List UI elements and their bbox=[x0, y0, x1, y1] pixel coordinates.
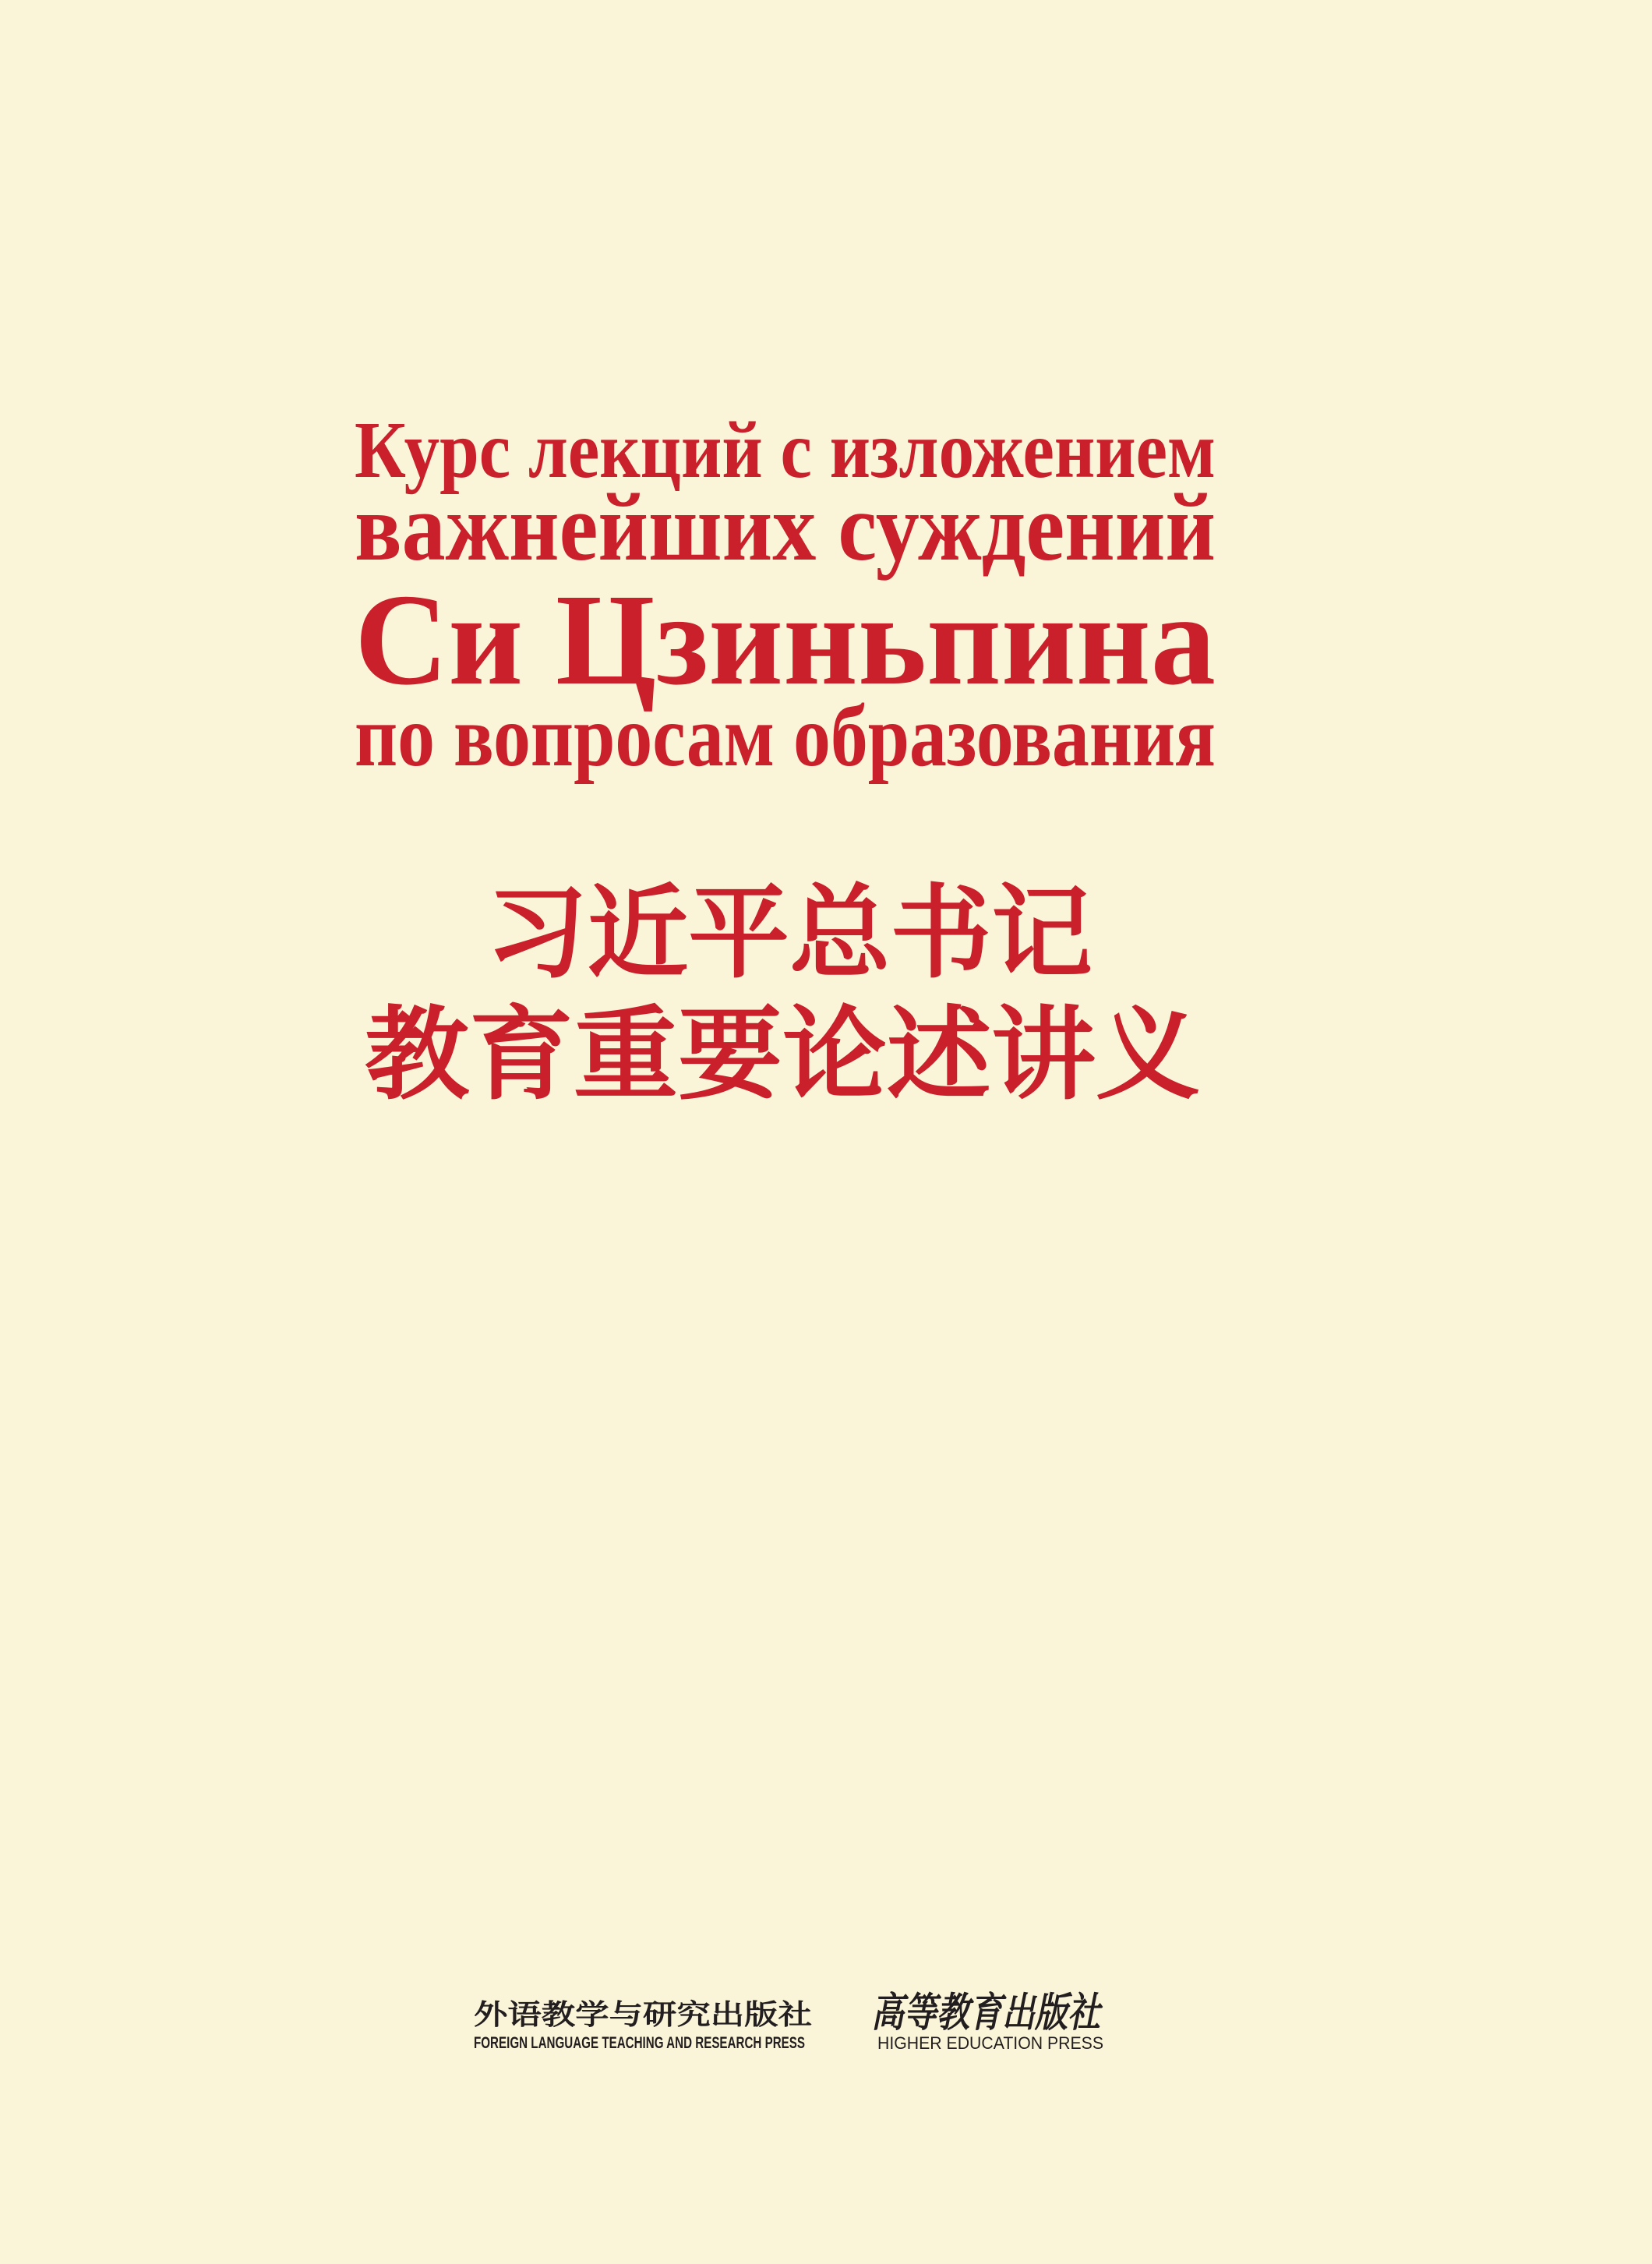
fltrp-logo-chinese: 外语教学与研究出版社 bbox=[474, 1998, 812, 2030]
russian-title-line-4: по вопросам образования bbox=[355, 688, 1216, 785]
hep-logo-english: HIGHER EDUCATION PRESS bbox=[877, 2033, 1103, 2053]
russian-title-line-2: важнейших суждений bbox=[355, 474, 1216, 581]
hep-logo-chinese: 高等教育出版社 bbox=[871, 1991, 1156, 2036]
chinese-title-line-1: 习近平总书记 bbox=[486, 878, 1093, 991]
russian-title-line-3: Си Цзиньпина bbox=[355, 567, 1216, 712]
russian-title-block bbox=[355, 405, 1216, 785]
chinese-title-block bbox=[365, 878, 1200, 1112]
fltrp-logo bbox=[474, 1998, 812, 2052]
publisher-logos-row bbox=[474, 1990, 1156, 2053]
fltrp-logo-english: FOREIGN LANGUAGE TEACHING AND RESEARCH PRESS bbox=[474, 2034, 805, 2052]
chinese-title-line-2: 教育重要论述讲义 bbox=[365, 1000, 1200, 1112]
hep-logo bbox=[871, 1990, 1156, 2053]
russian-title-line-1: Курс лекций с изложением bbox=[355, 405, 1216, 495]
